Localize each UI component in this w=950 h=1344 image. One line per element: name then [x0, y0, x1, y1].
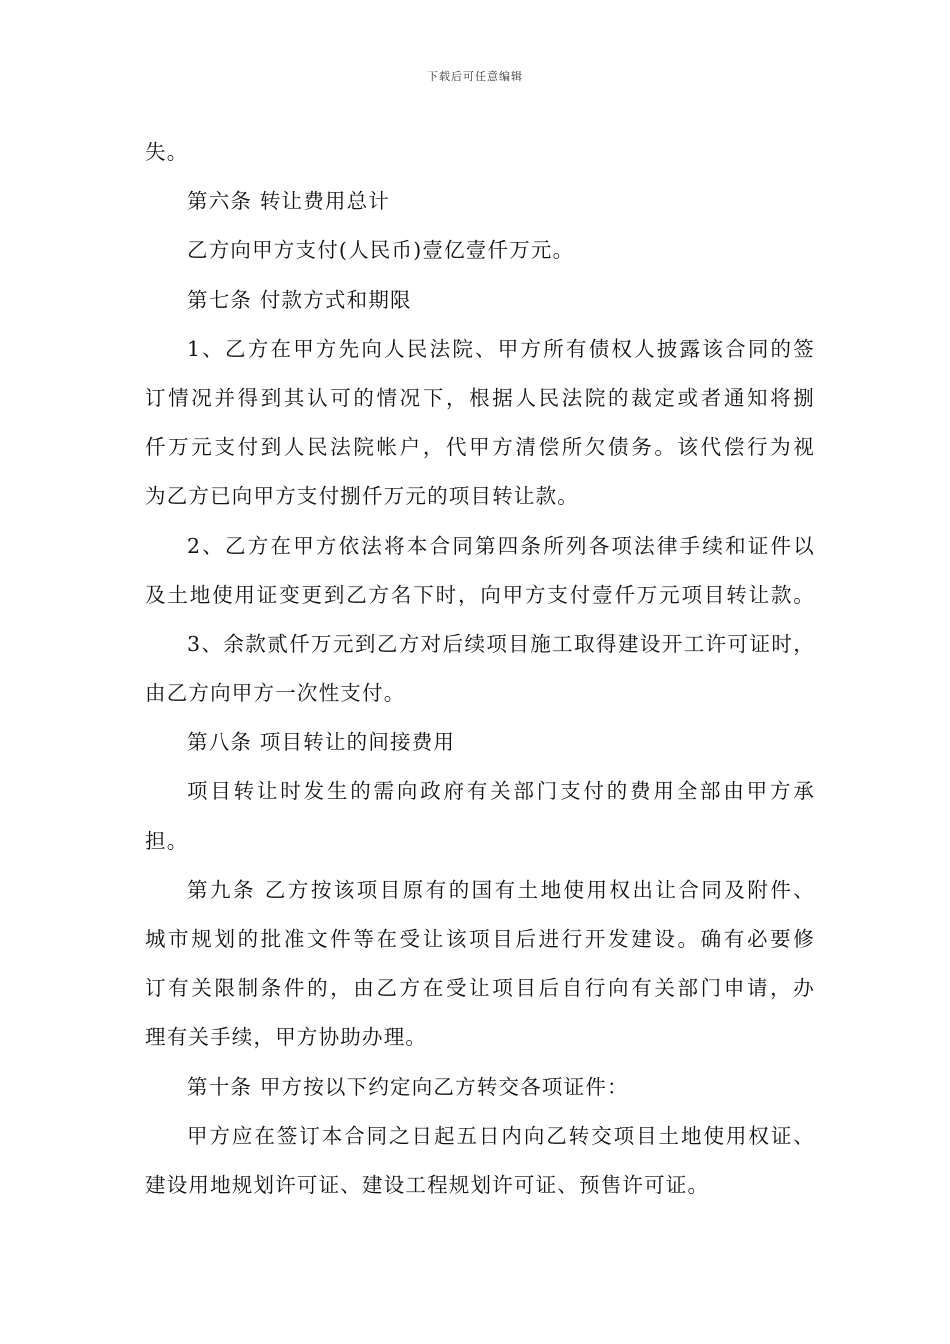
- article-7-heading: 第七条 付款方式和期限: [187, 287, 412, 312]
- article-6-heading: 第六条 转让费用总计: [187, 189, 391, 214]
- article-9-heading: 第九条 乙方按该项目原有的国有土地使用权出让合同及附件、: [187, 877, 815, 902]
- paragraph-line: 甲方应在签订本合同之日起五日内向乙转交项目土地使用权证、: [187, 1123, 815, 1148]
- paragraph-line: 由乙方向甲方一次性支付。: [145, 681, 406, 706]
- article-8-heading: 第八条 项目转让的间接费用: [187, 730, 456, 755]
- paragraph-line: 1、乙方在甲方先向人民法院、甲方所有债权人披露该合同的签: [187, 336, 815, 361]
- paragraph-line: 为乙方已向甲方支付捌仟万元的项目转让款。: [145, 484, 579, 509]
- paragraph-line: 及土地使用证变更到乙方名下时，向甲方支付壹仟万元项目转让款。: [145, 582, 815, 607]
- paragraph-line: 乙方向甲方支付(人民币)壹亿壹仟万元。: [187, 238, 575, 263]
- paragraph-line: 失。: [145, 140, 189, 164]
- page-header: 下载后可任意编辑: [427, 70, 523, 83]
- paragraph-line: 仟万元支付到人民法院帐户，代甲方清偿所欠债务。该代偿行为视: [145, 435, 815, 460]
- paragraph-line: 理有关手续，甲方协助办理。: [145, 1025, 428, 1050]
- paragraph-line: 订有关限制条件的，由乙方在受让项目后自行向有关部门申请，办: [145, 976, 815, 1001]
- paragraph-line: 城市规划的批准文件等在受让该项目后进行开发建设。确有必要修: [145, 927, 815, 951]
- article-10-heading: 第十条 甲方按以下约定向乙方转交各项证件：: [187, 1074, 629, 1099]
- paragraph-line: 建设用地规划许可证、建设工程规划许可证、预售许可证。: [145, 1172, 710, 1197]
- paragraph-line: 担。: [145, 828, 189, 853]
- document-body: [145, 128, 815, 1210]
- paragraph-line: 3、余款贰仟万元到乙方对后续项目施工取得建设开工许可证时，: [187, 631, 815, 656]
- paragraph-line: 订情况并得到其认可的情况下，根据人民法院的裁定或者通知将捌: [145, 385, 815, 410]
- paragraph-line: 项目转让时发生的需向政府有关部门支付的费用全部由甲方承: [187, 779, 815, 804]
- paragraph-line: 2、乙方在甲方依法将本合同第四条所列各项法律手续和证件以: [187, 533, 815, 558]
